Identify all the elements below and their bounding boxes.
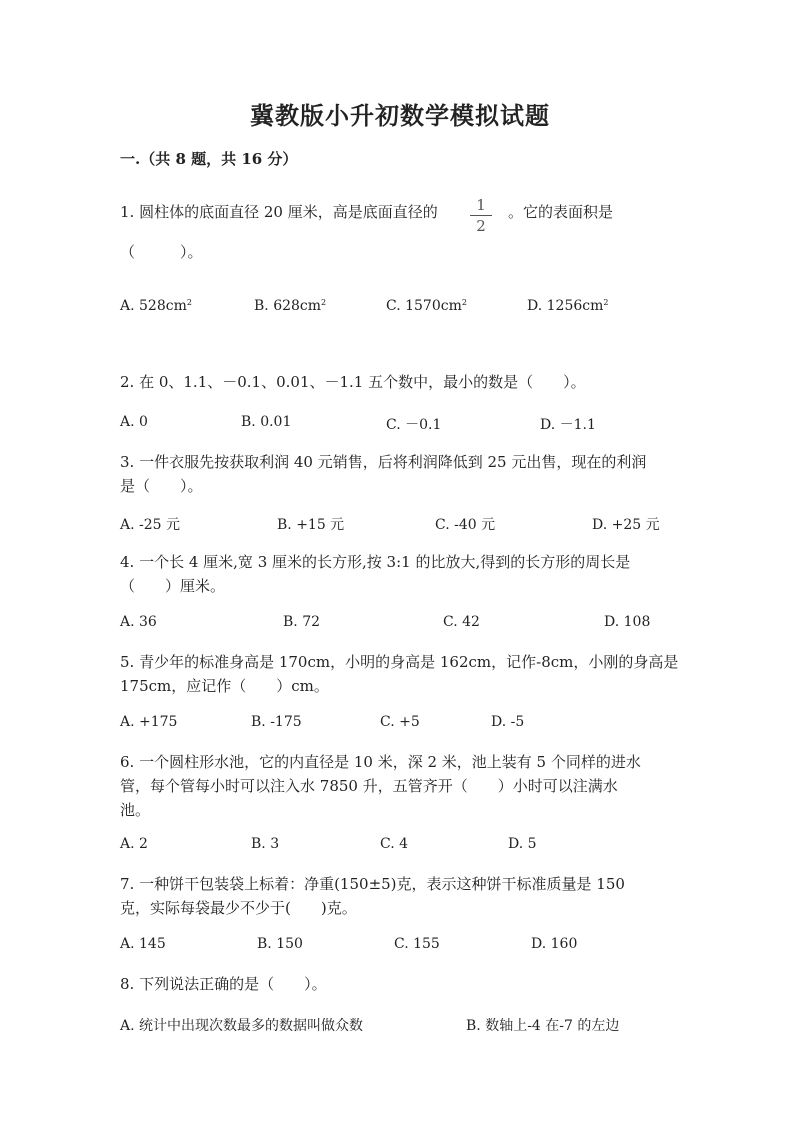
option-2b[interactable]: B. 0.01 [241, 414, 292, 430]
option-4b[interactable]: B. 72 [283, 614, 321, 630]
option-6c[interactable]: C. 4 [380, 836, 409, 852]
option-7d[interactable]: D. 160 [531, 936, 578, 952]
question-4-line-2: （ ）厘米。 [120, 577, 226, 595]
question-7-line-2: 克，实际每袋最少不少于( )克。 [120, 899, 357, 917]
option-6a[interactable]: A. 2 [120, 836, 148, 852]
question-6-line-2: 管，每个管每小时可以注入水 7850 升，五管齐开（ ）小时可以注满水 [120, 777, 618, 795]
option-1d-label: D. 1256cm [527, 298, 604, 314]
unit-superscript: 2 [321, 298, 327, 307]
question-1-text-a: 1. 圆柱体的底面直径 20 厘米，高是底面直径的 [120, 203, 438, 221]
option-2c[interactable]: C. －0.1 [386, 417, 442, 433]
option-4a[interactable]: A. 36 [120, 614, 157, 630]
question-2-text: 2. 在 0、1.1、－0.1、0.01、－1.1 五个数中，最小的数是（ ）。 [120, 373, 586, 391]
section-heading: 一.（共 8 题，共 16 分） [120, 150, 298, 168]
option-5a[interactable]: A. +175 [120, 714, 178, 730]
option-3b[interactable]: B. +15 元 [277, 517, 345, 533]
question-8-text: 8. 下列说法正确的是（ ）。 [120, 975, 327, 993]
option-3a[interactable]: A. -25 元 [120, 517, 181, 533]
question-5-line-1: 5. 青少年的标准身高是 170cm，小明的身高是 162cm，记作-8cm，小刚的身高是 [120, 653, 679, 671]
option-7a[interactable]: A. 145 [120, 936, 166, 952]
option-4d[interactable]: D. 108 [604, 614, 651, 630]
option-8a[interactable]: A. 统计中出现次数最多的数据叫做众数 [120, 1018, 364, 1034]
option-1b-label: B. 628cm [254, 298, 322, 314]
question-3-line-1: 3. 一件衣服先按获取利润 40 元销售，后将利润降低到 25 元出售，现在的利润 [120, 453, 647, 471]
unit-superscript: 2 [461, 298, 467, 307]
fraction-denominator: 2 [476, 217, 486, 235]
option-7b[interactable]: B. 150 [257, 936, 303, 952]
option-1a-label: A. 528cm [120, 298, 187, 314]
question-5-line-2: 175cm，应记作（ ）cm。 [120, 677, 329, 695]
option-8b[interactable]: B. 数轴上-4 在-7 的左边 [466, 1018, 620, 1034]
option-6b[interactable]: B. 3 [251, 836, 280, 852]
question-4-line-1: 4. 一个长 4 厘米,宽 3 厘米的长方形,按 3:1 的比放大,得到的长方形的周长是 [120, 553, 631, 571]
question-3-line-2: 是（ ）。 [120, 477, 203, 495]
option-7c[interactable]: C. 155 [394, 936, 440, 952]
page-title: 冀教版小升初数学模拟试题 [250, 101, 550, 130]
question-6-line-3: 池。 [120, 801, 151, 819]
unit-superscript: 2 [603, 298, 609, 307]
question-7-line-1: 7. 一种饼干包装袋上标着：净重(150±5)克，表示这种饼干标准质量是 150 [120, 875, 625, 893]
option-1d[interactable] [527, 298, 608, 314]
question-1-text-c: （ ）。 [120, 243, 203, 261]
option-3c[interactable]: C. -40 元 [435, 517, 496, 533]
fraction-numerator: 1 [470, 196, 492, 216]
option-3d[interactable]: D. +25 元 [592, 517, 660, 533]
option-5d[interactable]: D. -5 [491, 714, 525, 730]
unit-superscript: 2 [186, 298, 192, 307]
option-1c-label: C. 1570cm [386, 298, 462, 314]
option-2d[interactable]: D. －1.1 [540, 417, 596, 433]
option-5c[interactable]: C. +5 [380, 714, 420, 730]
option-2a[interactable]: A. 0 [120, 414, 148, 430]
option-1a[interactable] [120, 298, 192, 314]
option-4c[interactable]: C. 42 [443, 614, 480, 630]
question-6-line-1: 6. 一个圆柱形水池，它的内直径是 10 米，深 2 米，池上装有 5 个同样的进水 [120, 753, 641, 771]
option-1c[interactable] [386, 298, 467, 314]
question-1-text-b: 。它的表面积是 [508, 203, 614, 221]
option-6d[interactable]: D. 5 [508, 836, 537, 852]
option-1b[interactable] [254, 298, 326, 314]
fraction-one-half [470, 196, 492, 235]
option-5b[interactable]: B. -175 [251, 714, 302, 730]
